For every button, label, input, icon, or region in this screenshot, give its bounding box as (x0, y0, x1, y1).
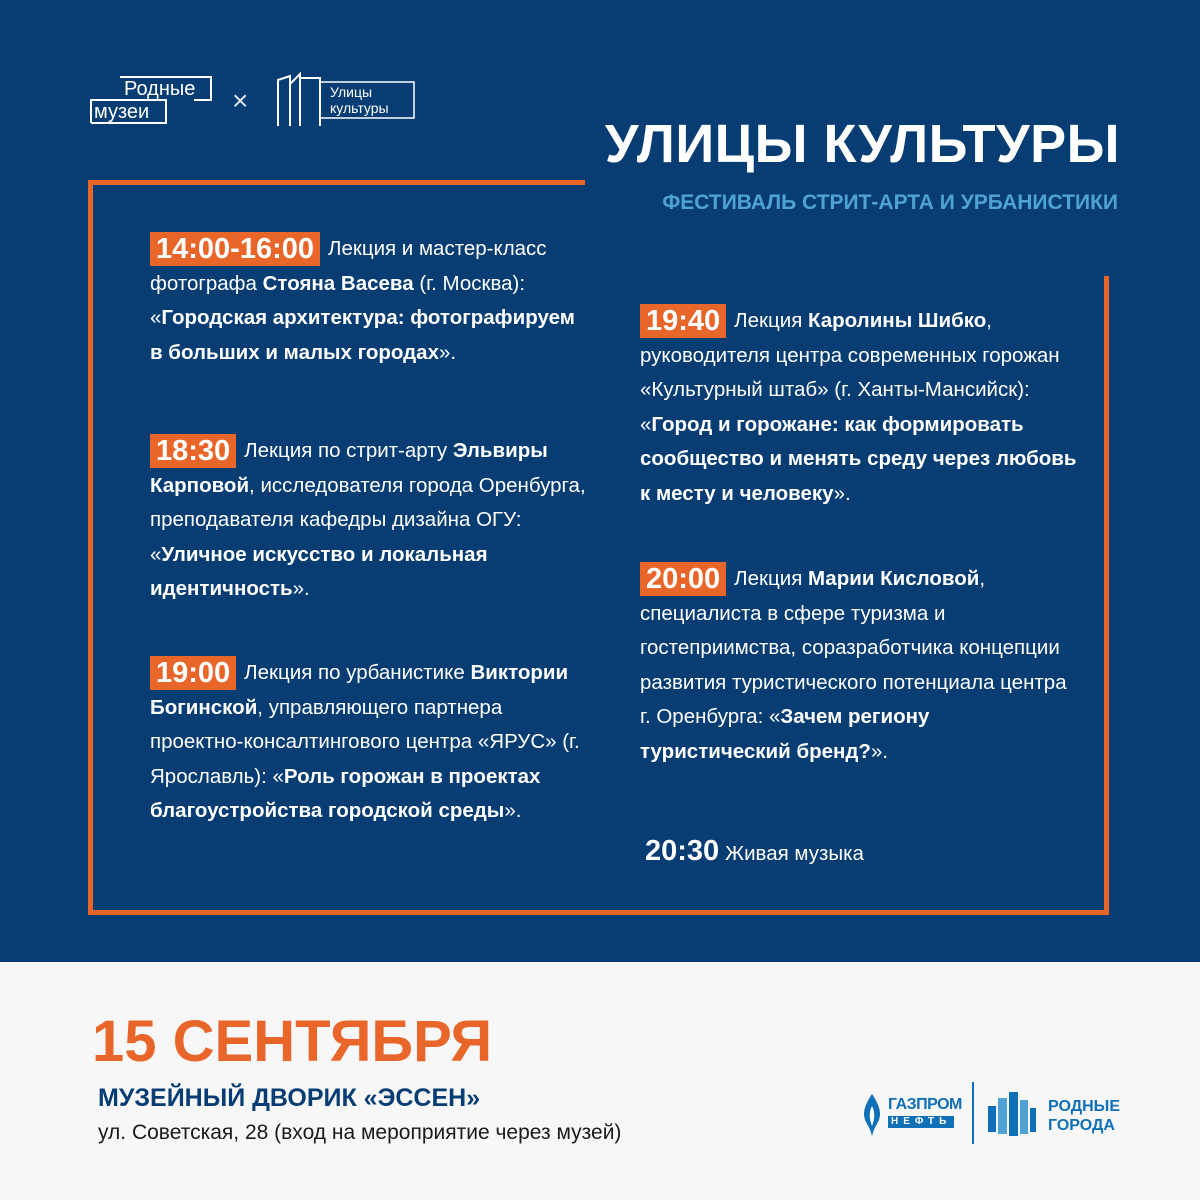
event-text: Лекция по урбанистике (244, 661, 471, 684)
event-speaker: Виктории Богинской (150, 661, 569, 719)
event-speaker: Эльвиры Карповой (150, 439, 548, 497)
schedule-item (645, 834, 1085, 872)
event-text: Лекция по стрит-арту (244, 439, 453, 462)
schedule-item (640, 562, 1080, 769)
event-text: Лекция (734, 567, 808, 590)
gazprom-neft-logo (858, 1090, 962, 1138)
event-topic: Городская архитектура: фотографируем в больших и малых городах (150, 306, 575, 364)
event-time: 20:30 (645, 835, 720, 867)
rodnye-goroda-logo (986, 1090, 1126, 1138)
schedule-item (150, 656, 590, 829)
event-speaker: Каролины Шибко (807, 309, 987, 332)
frame-line-bottom (88, 910, 1109, 915)
rodnye-muzei-logo (90, 76, 212, 124)
event-time: 18:30 (150, 434, 236, 468)
logo-divider (972, 1082, 974, 1144)
ulitsy-kultury-line2: культуры (330, 100, 389, 116)
event-topic: Уличное искусство и локальная идентичность (150, 542, 488, 600)
event-text: , руководителя центра современных горожан «Культурный штаб» (г. Ханты-Мансийск): « (640, 309, 1060, 436)
event-time: 19:40 (640, 304, 726, 338)
event-text: , управляющего партнера проектно-консалтингового центра «ЯРУС» (г. Ярославль): « (150, 695, 580, 788)
event-text: Лекция (734, 309, 808, 332)
festival-subtitle: ФЕСТИВАЛЬ СТРИТ-АРТА И УРБАНИСТИКИ (662, 191, 1118, 214)
gazprom-flame-icon (858, 1092, 886, 1136)
event-text: ». (833, 481, 851, 505)
event-text: Лекция и мастер-класс фотографа (150, 237, 547, 295)
ulitsy-kultury-logo (276, 72, 416, 128)
rodnye-goroda-buildings-icon (986, 1090, 1038, 1138)
event-text: ». (292, 577, 310, 600)
event-text: ». (870, 739, 889, 763)
event-topic: Зачем региону туристический бренд? (640, 705, 930, 763)
ulitsy-kultury-line1: Улицы (330, 84, 373, 100)
rodnye-muzei-line2: музеи (94, 101, 150, 123)
frame-line-top (88, 180, 585, 185)
event-topic: Город и горожане: как формировать сообщество и менять среду через любовь к месту и человеку (640, 412, 1077, 505)
frame-line-left (88, 180, 93, 915)
frame-line-right (1104, 276, 1109, 915)
gazprom-line1: ГАЗПРОМ (888, 1096, 962, 1113)
event-topic: Роль горожан в проектах благоустройства городской среды (150, 764, 541, 822)
poster-bottom-panel (0, 962, 1200, 1200)
rodnye-goroda-line2: ГОРОДА (1048, 1117, 1115, 1134)
event-text: ». (438, 340, 457, 364)
event-date: 15 СЕНТЯБРЯ (92, 1009, 493, 1074)
event-text: ». (504, 799, 522, 822)
event-text: , специалиста в сфере туризма и гостеприимства, соразработчика концепции развития туристического потенциала центра г. Оренбурга: « (640, 567, 1067, 728)
schedule-item (150, 434, 590, 607)
event-text: (г. Москва): « (150, 271, 526, 329)
schedule-item (150, 232, 590, 370)
festival-title: УЛИЦЫ КУЛЬТУРЫ (604, 114, 1120, 174)
event-text: Живая музыка (725, 842, 864, 865)
event-time: 20:00 (640, 562, 726, 596)
event-venue: МУЗЕЙНЫЙ ДВОРИК «ЭССЕН» (98, 1084, 481, 1112)
event-text: , исследователя города Оренбурга, преподавателя кафедры дизайна ОГУ: « (150, 473, 586, 566)
partnership-separator: × (232, 85, 249, 116)
gazprom-line2: НЕФТЬ (888, 1116, 954, 1128)
event-time: 19:00 (150, 656, 236, 690)
schedule-item (640, 304, 1080, 511)
event-speaker: Стояна Васева (262, 271, 414, 295)
rodnye-goroda-line1: РОДНЫЕ (1048, 1098, 1120, 1115)
event-address: ул. Советская, 28 (вход на мероприятие через музей) (98, 1121, 622, 1144)
rodnye-muzei-line1: Родные (124, 78, 196, 100)
event-time: 14:00-16:00 (150, 232, 320, 266)
event-speaker: Марии Кисловой (807, 567, 980, 590)
